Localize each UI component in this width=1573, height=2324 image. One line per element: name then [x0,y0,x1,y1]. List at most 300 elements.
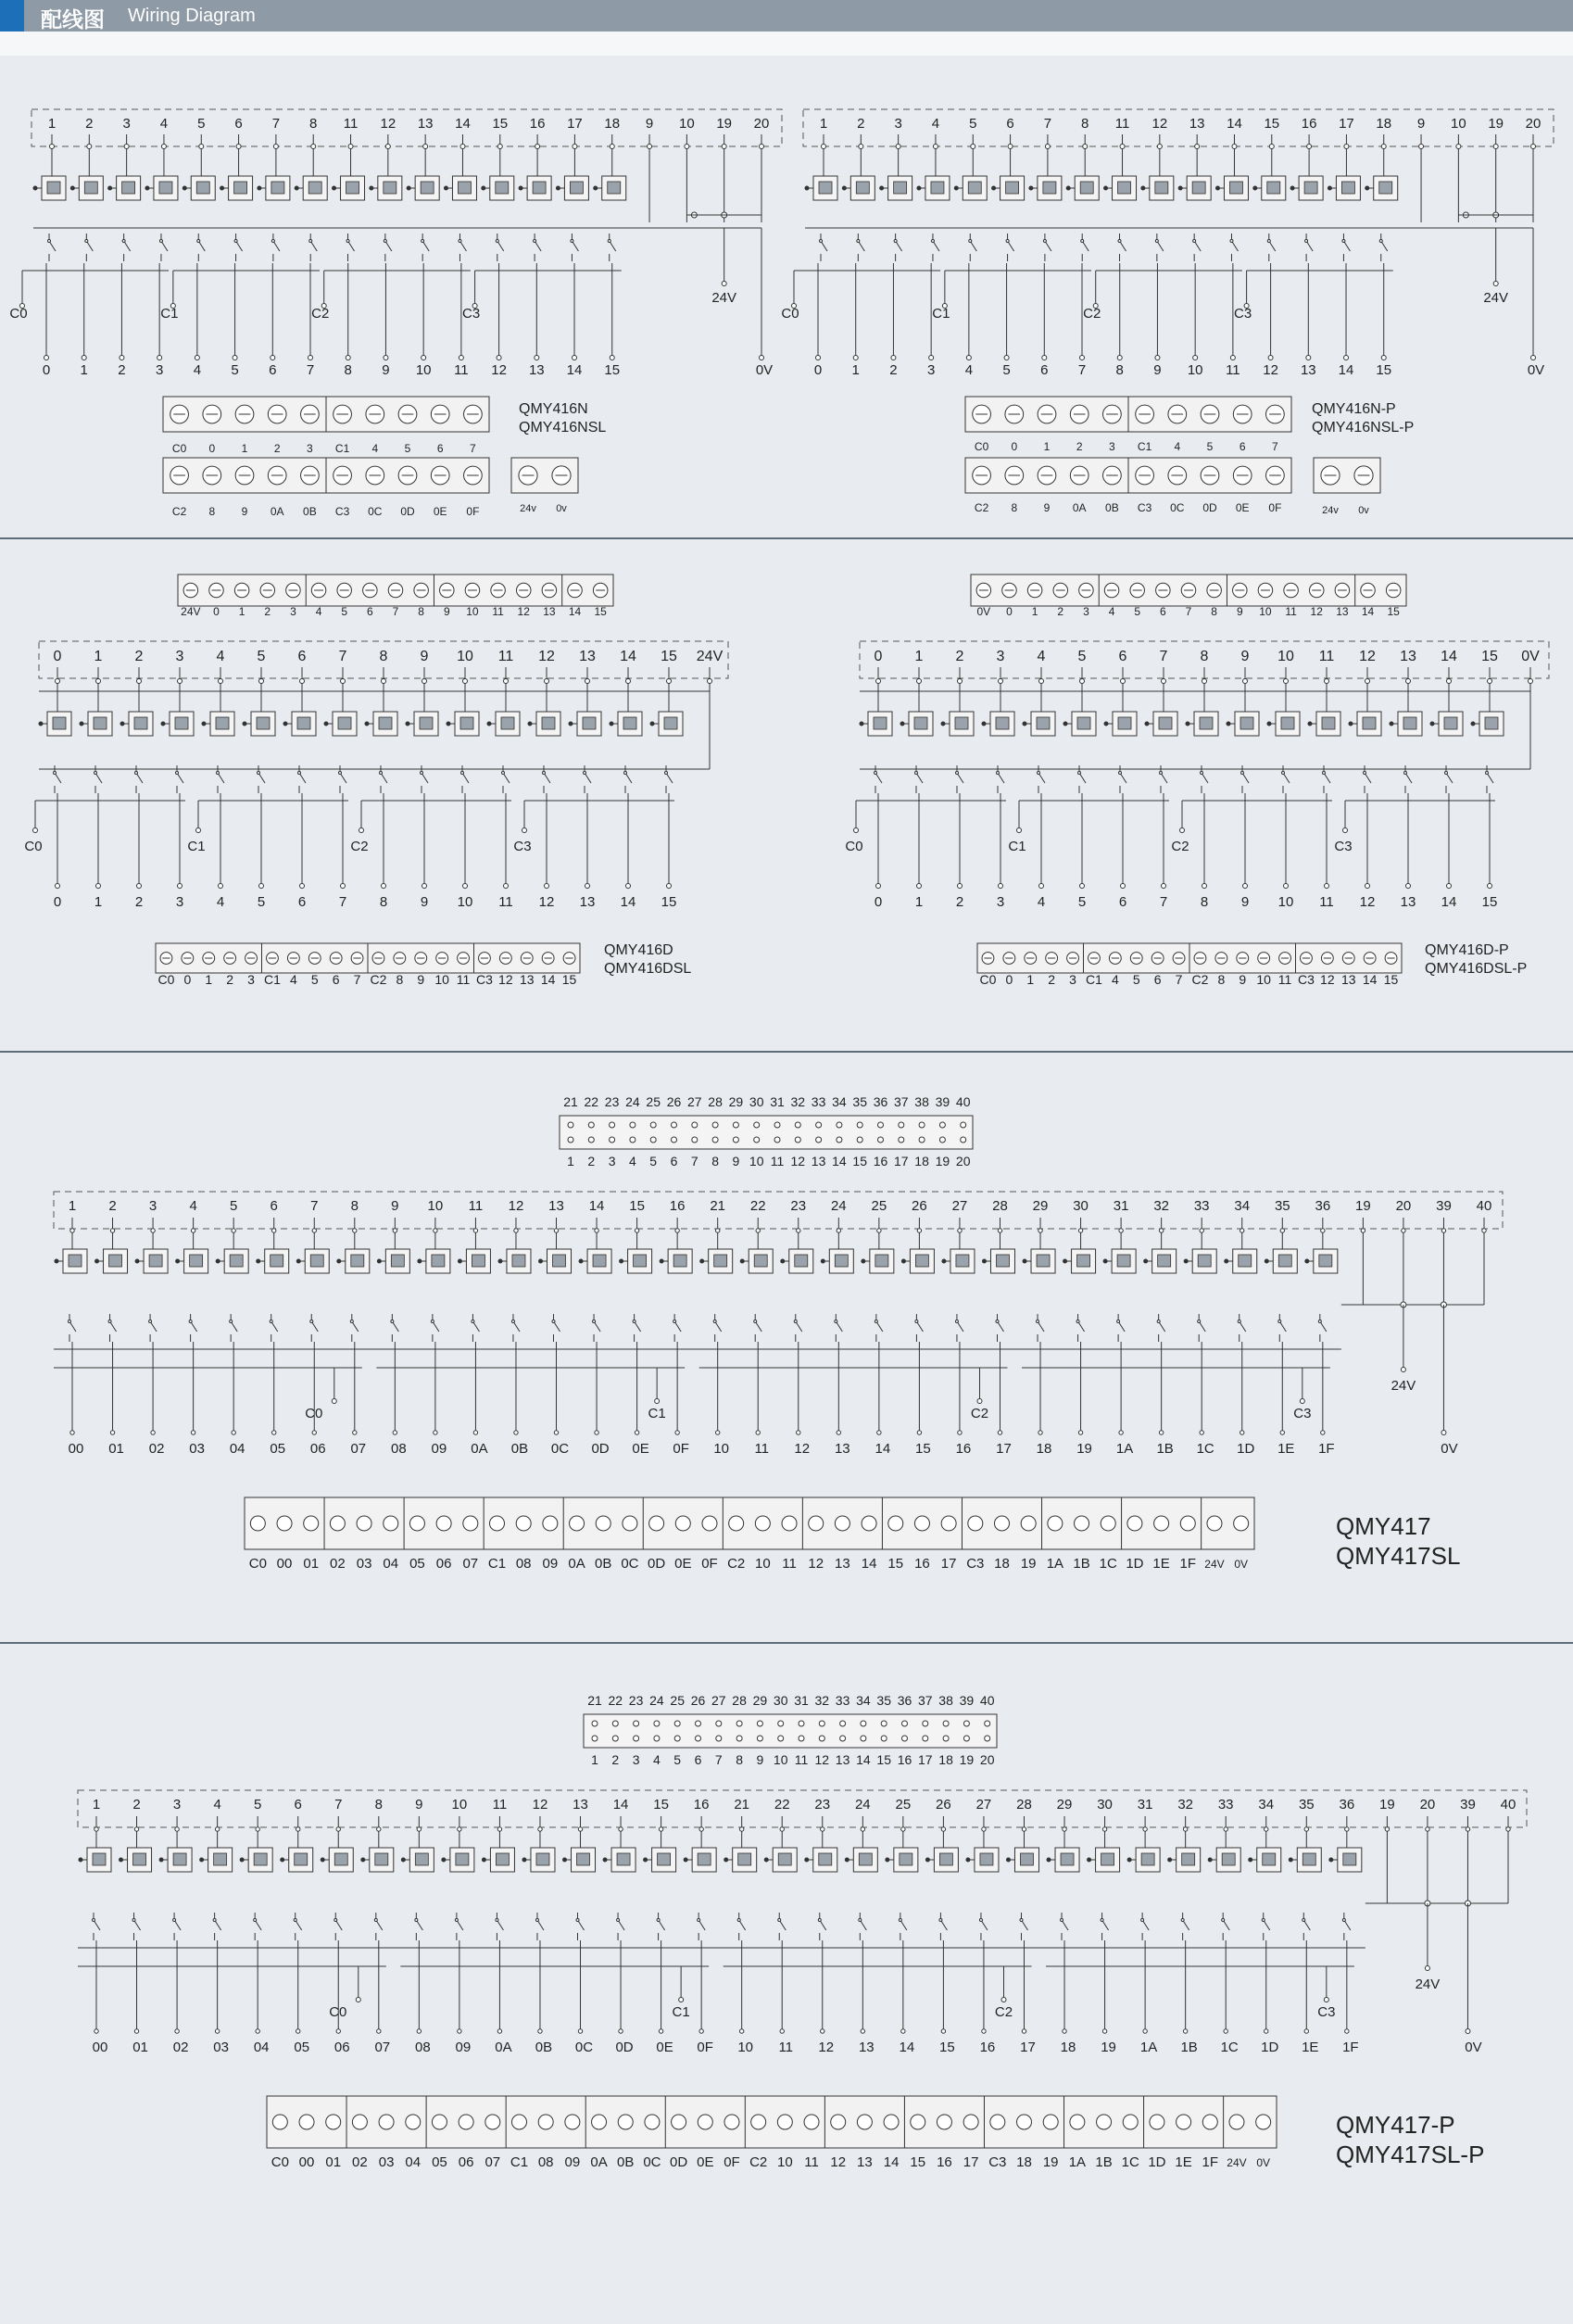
terminal-screw-icon [777,2115,792,2129]
diode-icon [862,1259,865,1263]
output-number: 13 [1300,362,1316,378]
output-number: 1 [914,894,924,910]
relay-coil-icon [53,717,66,729]
terminal-screw-icon [941,1516,956,1531]
relay-coil-icon [1363,717,1376,729]
diode-icon [39,722,43,726]
relay-coil-icon [271,182,284,194]
terminal-label: 1 [1043,440,1051,453]
top-terminal-number: 13 [573,1797,588,1812]
terminal-label: 7 [392,605,399,618]
node [958,1229,962,1232]
panel-qmy416n-p [781,109,1554,516]
node [463,679,468,684]
output-number: 0 [42,362,51,378]
connector-pin [899,1122,904,1128]
output-number: 1D [1237,1441,1255,1457]
terminal-label: C3 [966,1556,985,1572]
terminal-node [667,884,672,889]
terminal-label: 0A [270,505,284,518]
connector-pin-number: 32 [814,1693,830,1708]
diode-icon [296,1259,300,1263]
relay-coil-icon [196,182,209,194]
node [1008,145,1013,149]
terminal-label: 10 [1259,605,1272,618]
terminal-label: 0E [697,2154,714,2170]
terminal-node [120,356,124,360]
terminal-label: 1A [1068,2154,1087,2170]
switch-contact [374,1919,377,1922]
output-number: 07 [374,2040,391,2055]
terminal-screw-icon [512,2115,527,2129]
top-terminal-number: 5 [257,649,266,664]
terminal-label: 15 [887,1556,904,1572]
supply-24v-label: 24V [1391,1378,1416,1394]
terminal-label: 17 [963,2154,979,2170]
diode-icon [407,186,410,190]
terminal-node [1321,1431,1325,1434]
common-label: C0 [24,839,43,854]
switch-contact [270,1320,272,1323]
terminal-label: 9 [1043,501,1051,514]
relay-coil-icon [1118,182,1131,194]
switch-contact [346,240,349,243]
switch-contact [380,772,383,775]
relay-coil-icon [1379,182,1392,194]
terminal-node [1180,828,1185,833]
node [460,145,465,149]
connector-pin-number: 14 [832,1154,847,1168]
top-terminal-number: 3 [122,116,131,132]
terminal-screw-icon [1101,1516,1115,1531]
relay-coil-icon [835,1255,848,1267]
output-number: 17 [1020,2040,1036,2055]
terminal-label: C0 [157,972,175,987]
panel-qmy417-p [78,1693,1527,2170]
connector-pin [778,1736,784,1741]
diode-icon [982,722,986,726]
connector-pin [716,1736,722,1741]
diode-icon [1029,186,1033,190]
top-terminal-number: 5 [229,1198,238,1214]
node [336,1827,340,1831]
top-terminal-number: 14 [455,116,471,132]
terminal-label: 10 [754,1556,771,1572]
connector-pin [654,1721,660,1726]
relay-coil-icon [956,1255,969,1267]
terminal-label: 0A [568,1556,585,1572]
node [417,1827,421,1831]
terminal-label: 11 [492,605,504,618]
terminal-node [722,282,726,286]
switch-contact [1061,1919,1063,1922]
connector-pin [757,1721,762,1726]
terminal-label: 2 [1048,972,1056,987]
switch-contact [1155,240,1158,243]
connector-pin [963,1736,969,1741]
switch-contact [1193,240,1196,243]
diode-icon [1215,186,1219,190]
model-name: QMY416N [519,401,588,417]
output-number: 14 [1441,894,1457,910]
switch-contact [1445,772,1448,775]
terminal-label: 7 [470,442,476,455]
common-label: C3 [1233,306,1252,322]
terminal-screw-icon [516,1516,531,1531]
relay-coil-icon [1229,182,1242,194]
node [667,679,672,684]
top-terminal-number: 14 [620,649,636,664]
diode-icon [1328,186,1331,190]
switch-contact [1078,772,1081,775]
terminal-screw-icon [1256,2115,1271,2129]
top-terminal-number: 16 [529,116,546,132]
common-label: C2 [350,839,369,854]
relay-coil-icon [1341,182,1354,194]
module-dashed-outline [31,109,782,146]
top-terminal-number: 31 [1113,1198,1129,1214]
output-number: 6 [1118,894,1127,910]
top-terminal-number: 10 [1451,116,1466,132]
top-terminal-number: 35 [1298,1797,1315,1812]
node [56,679,60,684]
top-terminal-number: 16 [1301,116,1317,132]
output-number: 8 [379,894,388,910]
node [1365,679,1370,684]
switch-contact [894,240,897,243]
top-terminal-number: 5 [253,1797,262,1812]
node [422,679,427,684]
connector-pin-number: 19 [935,1154,950,1168]
common-label: C0 [781,306,799,322]
connector-pin [961,1137,966,1143]
switch-contact [955,1320,958,1323]
terminal-label: 1 [1031,605,1038,618]
terminal-label: 4 [315,605,322,618]
top-terminal-number: 0 [874,649,883,664]
connector-pin-number: 31 [770,1094,785,1109]
diode-icon [740,1259,744,1263]
connector-pin [712,1122,718,1128]
terminal-label: 10 [434,972,449,987]
relay-coil-icon [460,717,473,729]
connector-pin-number: 23 [628,1693,644,1708]
terminal-screw-icon [1070,2115,1085,2129]
terminal-screw-icon [250,1516,265,1531]
diode-icon [917,186,921,190]
connector-pin-number: 40 [979,1693,995,1708]
terminal-screw-icon [618,2115,633,2129]
connector-pin-number: 27 [687,1094,702,1109]
node [1063,1827,1066,1831]
connector-pin-number: 13 [835,1752,850,1767]
connector-pin [692,1137,698,1143]
top-terminal-number: 19 [1488,116,1504,132]
terminal-node [760,356,764,360]
relay-coil-icon [173,1853,186,1865]
terminal-label: 0B [1105,501,1119,514]
node [837,1229,840,1232]
terminal-label: 3 [247,972,255,987]
node [1157,145,1162,149]
relay-coil-icon [931,182,944,194]
common-label: C0 [305,1406,323,1421]
idc-connector [560,1116,973,1149]
connector-pin-number: 9 [756,1752,764,1767]
node [458,1827,461,1831]
terminal-node [1063,2029,1066,2033]
switch-contact [1119,772,1122,775]
top-terminal-number: 3 [175,649,184,664]
connector-pin [610,1137,615,1143]
output-number: 9 [1240,894,1250,910]
top-terminal-number: 28 [1016,1797,1032,1812]
diode-icon [200,1858,204,1862]
top-terminal-number: 0V [1521,649,1540,664]
connector-pin-number: 5 [649,1154,658,1168]
switch-contact [511,1320,514,1323]
terminal-screw-icon [409,1516,424,1531]
node [1039,679,1044,684]
supply-24v-label: 24V [711,290,737,306]
node [1265,1827,1268,1831]
switch-contact [535,1919,538,1922]
terminal-label: 0v [1358,505,1369,516]
output-number: 00 [68,1441,84,1457]
terminal-label: 8 [396,972,404,987]
diode-icon [1208,1858,1212,1862]
switch-contact [108,1320,111,1323]
output-number: 13 [834,1441,850,1457]
terminal-node [877,1431,881,1434]
node [134,1827,138,1831]
terminal-screw-icon [1234,1516,1249,1531]
top-terminal-number: 15 [1481,649,1498,664]
terminal-label: C1 [510,2154,529,2170]
connector-pin [612,1736,618,1741]
switch-contact [1081,240,1084,243]
top-terminal-number: 9 [1416,116,1426,132]
terminal-screw-icon [272,2115,287,2129]
top-terminal-number: 6 [270,1198,278,1214]
relay-coil-icon [69,1255,82,1267]
model-name: QMY416DSL-P [1425,961,1528,977]
relay-coil-icon [634,1255,647,1267]
terminal-label: 11 [1285,605,1297,618]
output-number: 09 [455,2040,472,2055]
output-number: 8 [1200,894,1209,910]
terminal-screw-icon [1075,1516,1089,1531]
top-terminal-number: 4 [216,649,225,664]
terminal-node [554,1431,558,1434]
switch-contact [737,1919,740,1922]
terminal-node [1121,884,1126,889]
connector-pin [692,1122,698,1128]
terminal-node [312,1431,316,1434]
diode-icon [458,1259,461,1263]
terminal-node [715,1431,719,1434]
node [685,145,689,149]
switch-contact [617,1919,620,1922]
output-number: 01 [108,1441,124,1457]
top-terminal-number: 30 [1097,1797,1113,1812]
output-number: 5 [231,362,239,378]
connector-pin-number: 1 [567,1154,574,1168]
switch-contact [496,1919,498,1922]
relay-coil-icon [122,182,135,194]
node [958,679,963,684]
diode-icon [220,186,224,190]
output-number: 11 [454,362,469,378]
diode-icon [842,186,846,190]
output-number: 3 [996,894,1005,910]
switch-contact [1318,1320,1321,1323]
top-terminal-number: 8 [309,116,318,132]
top-terminal-number: 4 [931,116,940,132]
connector-pin-number: 35 [852,1094,867,1109]
relay-coil-icon [1485,717,1498,729]
terminal-node [1365,884,1370,889]
terminal-label: 6 [1239,440,1246,453]
output-number: 12 [1263,362,1278,378]
terminal-label: 1 [241,442,248,455]
node [232,1229,235,1232]
output-number: 15 [604,362,621,378]
terminal-label: 8 [208,505,216,518]
switch-contact [431,1320,434,1323]
connector-pin [588,1137,594,1143]
terminal-label: 0F [724,2154,740,2170]
top-terminal-number: 34 [1258,1797,1275,1812]
switch-contact [455,1919,458,1922]
terminal-screw-icon [888,1516,903,1531]
node [434,1229,437,1232]
terminal-screw-icon [623,1516,637,1531]
diode-icon [1184,1259,1188,1263]
panel-qmy417 [54,1094,1503,1572]
top-terminal-number: 1 [914,649,924,664]
top-terminal-number: 19 [1355,1198,1371,1214]
top-terminal-number: 32 [1177,1797,1194,1812]
terminal-label: C0 [171,442,187,455]
node [393,1229,396,1232]
connector-pin-number: 10 [749,1154,764,1168]
terminal-node [901,2029,905,2033]
switch-contact [1404,772,1407,775]
terminal-node [854,828,859,833]
terminal-screw-icon [645,2115,660,2129]
relay-coil-icon [472,1255,484,1267]
terminal-node [70,1431,74,1434]
top-terminal-number: 11 [1114,116,1130,132]
node [1232,145,1237,149]
connector-pin [840,1736,846,1741]
relay-coil-icon [1319,1255,1332,1267]
diode-icon [337,1259,341,1263]
relay-coil-icon [456,1853,469,1865]
terminal-node [1183,2029,1187,2033]
connector-pin [878,1122,884,1128]
terminal-screw-icon [809,1516,824,1531]
terminal-label: C0 [248,1556,267,1572]
terminal-node [1280,1431,1284,1434]
connector-pin-number: 22 [608,1693,623,1708]
model-name: QMY417SL [1336,1542,1461,1570]
model-name: QMY417-P [1336,2111,1455,2139]
connector-pin [716,1721,722,1726]
output-number: 0F [673,1441,689,1457]
terminal-label: C3 [475,972,493,987]
terminal-label: 2 [1057,605,1064,618]
connector-pin-number: 7 [690,1154,698,1168]
relay-coil-icon [1281,717,1294,729]
switch-contact [391,1320,394,1323]
terminal-label: 0A [1072,501,1087,514]
relay-coil-icon [1239,1255,1252,1267]
connector-pin-number: 30 [773,1693,788,1708]
node [715,1229,719,1232]
terminal-screw-icon [330,1516,345,1531]
switch-contact [213,1919,216,1922]
output-number: 6 [269,362,277,378]
terminal-label: 0D [670,2154,688,2170]
connector-pin [902,1736,908,1741]
terminal-screw-icon [357,1516,371,1531]
terminal-label: 1D [1126,1556,1144,1572]
top-terminal-number: 21 [710,1198,726,1214]
terminal-screw-icon [963,2115,978,2129]
diode-icon [240,1858,244,1862]
terminal-screw-icon [436,1516,451,1531]
switch-contact [334,1919,337,1922]
supply-0v-label: 0V [755,362,774,378]
relay-coil-icon [1061,1853,1074,1865]
node [626,679,631,684]
output-number: 15 [661,894,677,910]
relay-coil-icon [1117,1255,1130,1267]
switch-contact [665,772,668,775]
terminal-screw-icon [1177,2115,1191,2129]
idc-connector [584,1714,997,1748]
connector-pin [774,1137,780,1143]
relay-coil-icon [795,1255,808,1267]
switch-contact [298,772,301,775]
top-terminal-number: 20 [1419,1797,1436,1812]
connector-pin-number: 24 [649,1693,664,1708]
supply-0v-label: 0V [1527,362,1545,378]
top-terminal-number: 27 [951,1198,968,1214]
diode-icon [243,722,246,726]
relay-coil-icon [310,1255,323,1267]
switch-contact [571,240,573,243]
connector-pin [816,1122,822,1128]
terminal-node [393,1431,396,1434]
switch-contact [461,772,464,775]
top-terminal-number: 10 [451,1797,468,1812]
terminal-label: 13 [543,605,556,618]
terminal-label: 7 [1175,972,1183,987]
relay-coil-icon [159,182,172,194]
diode-icon [321,1858,324,1862]
common-label: C0 [845,839,863,854]
node [554,1229,558,1232]
terminal-node [941,2029,945,2033]
terminal-screw-icon [990,2115,1005,2129]
output-number: 1F [1318,1441,1335,1457]
terminal-label: 08 [515,1556,532,1572]
top-terminal-number: 2 [85,116,94,132]
switch-contact [230,1320,233,1323]
